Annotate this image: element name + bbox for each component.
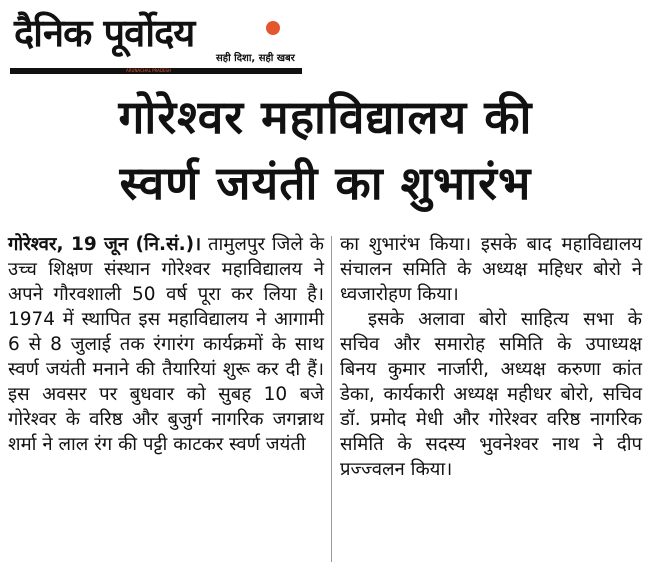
article-paragraph-right-2: इसके अलावा बोरो साहित्य सभा के सचिव और समारोह समिति के उपाध्यक्ष बिनय कुमार नार्जारी, अध्यक्ष करुणा कांत डेका, कार्यकारी अध्यक्ष महीधर बोरो, सचिव डॉ. प्रमोद मेधी और गोरेश्वर वरिष्ठ नागरिक समिति के सदस्य भुवनेश्वर नाथ ने दीप प्रज्ज्वलन किया। (340, 309, 642, 480)
article-paragraph (8, 232, 324, 457)
article-column-right (340, 232, 642, 482)
article-column-left (8, 232, 324, 457)
column-divider (331, 236, 332, 562)
logo-sun-dot-icon (266, 21, 280, 35)
headline-line-1: गोरेश्वर महाविद्यालय की (118, 90, 533, 144)
article-paragraph-right-1: का शुभारंभ किया। इसके बाद महाविद्यालय संचालन समिति के अध्यक्ष महिधर बोरो ने ध्वजारोहण किया। (340, 234, 642, 305)
dateline: गोरेश्वर, 19 जून (नि.सं.)। (8, 234, 202, 255)
article-body-left: तामुलपुर जिले के उच्च शिक्षण संस्थान गोरेश्वर महाविद्यालय ने अपने गौरवशाली 50 वर्ष पूरा कर लिया है। 1974 में स्थापित इस महाविद्यालय ने आगामी 6 से 8 जुलाई तक रंगारंग कार्यक्रमों के साथ स्वर्ण जयंती मनाने की तैयारियां शुरू कर दी हैं। इस अवसर पर बुधवार को सुबह 10 बजे गोरेश्वर के वरिष्ठ और बुजुर्ग नागरिक जगन्नाथ शर्मा ने लाल रंग की पट्टी काटकर स्वर्ण जयंती (8, 234, 324, 455)
newspaper-tagline: सही दिशा, सही खबर (216, 53, 295, 64)
newspaper-logo-title: दैनिक पूर्वोदय (14, 11, 195, 55)
headline-line-2: स्वर्ण जयंती का शुभारंभ (119, 156, 532, 210)
masthead-rule-text: ARUNACHAL PRADESH (126, 68, 172, 73)
masthead (14, 6, 304, 76)
article-headline (0, 84, 651, 216)
